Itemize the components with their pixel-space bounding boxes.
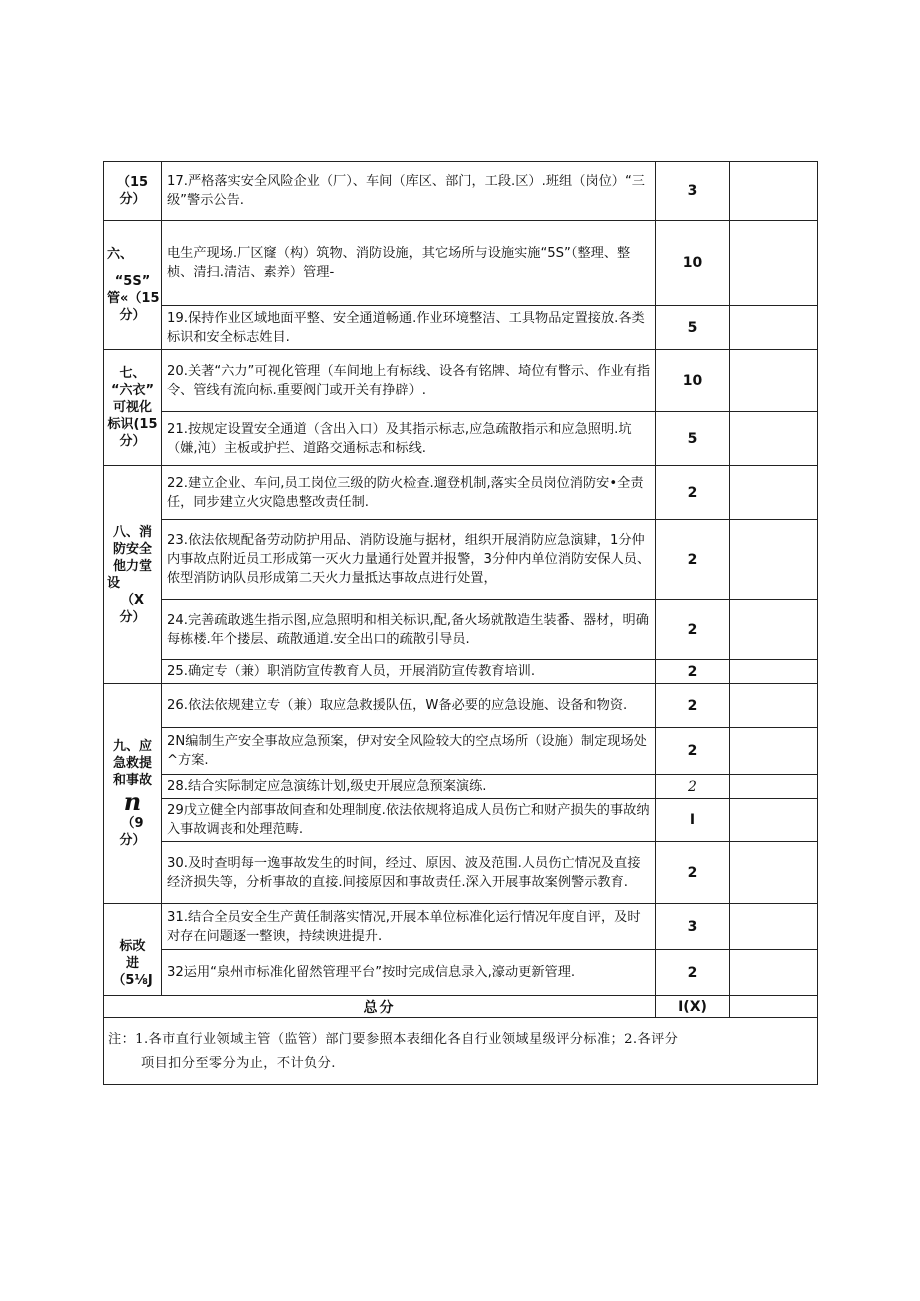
- table-row: [104, 350, 818, 412]
- category-text: 他力堂: [112, 558, 152, 574]
- score-cell: 2: [656, 842, 730, 904]
- category-text: 设: [107, 575, 121, 591]
- table-row: [104, 842, 818, 904]
- note-line-2: 项目扣分至零分为止，不计负分.: [141, 1056, 336, 1071]
- table-row: [104, 600, 818, 660]
- total-label: 总分: [104, 996, 656, 1018]
- total-row: [104, 996, 818, 1018]
- actual-score-cell: [730, 728, 818, 775]
- category-cell-1: [104, 162, 162, 221]
- note-line-1: 注：1.各市直行业领域主管（监管）部门要参照本表细化各自行业领域星级评分标准；2.各评分: [108, 1032, 679, 1047]
- category-cell-2: [104, 221, 162, 350]
- category-text: 和事故: [112, 773, 152, 788]
- category-text: “六衣”: [110, 383, 155, 398]
- score-cell: 5: [656, 412, 730, 466]
- item-text: 24.完善疏敢逃生指示图,应急照明和相关标识,配,备火场就散造生装番、器材，明确每栋楼.年个搂层、疏散通道.安全出口的疏散引导员.: [162, 600, 656, 660]
- score-cell: 2: [656, 728, 730, 775]
- category-text: 九、应: [112, 739, 152, 754]
- item-text: 30.及时查明每一逸事故发生的时间，经过、原因、波及范围.人员伤亡情况及直接经济损失等，分析事故的直接.间接原因和事故责任.深入开展事故案例警示教育.: [162, 842, 656, 904]
- category-text: （X: [120, 592, 145, 608]
- score-cell: 10: [656, 221, 730, 306]
- score-cell: 2: [656, 600, 730, 660]
- item-text: 26.依法依规建立专（兼）取应急救援队伍，W备必要的应急设施、设备和物资.: [162, 684, 656, 728]
- table-row: [104, 775, 818, 799]
- actual-score-cell: [730, 600, 818, 660]
- category-text: 分）: [119, 308, 146, 323]
- table-row: [104, 799, 818, 842]
- score-cell: 2: [656, 684, 730, 728]
- category-text: n: [123, 787, 142, 816]
- item-text: 21.按规定设置安全通道（含出入口）及其指示标志,应急疏散指示和应急照明.坑（嫌,沌）主板或护拦、道路交通标志和标线.: [162, 412, 656, 466]
- actual-score-cell: [730, 306, 818, 350]
- actual-score-cell: [730, 520, 818, 600]
- item-text: 22.建立企业、车问,员工岗位三级的防火检查.遛登机制,落实全员岗位消防安•全责任，同步建立火灾隐患整改责任制.: [162, 466, 656, 520]
- item-text: 25.确定专（兼）职消防宣传教育人员，开展消防宣传教育培训.: [162, 660, 656, 684]
- category-text: 标识(15: [107, 417, 158, 432]
- score-cell: 3: [656, 904, 730, 950]
- score-cell: 2: [656, 520, 730, 600]
- score-cell: 2: [656, 775, 730, 799]
- actual-score-cell: [730, 660, 818, 684]
- category-text: 七、: [119, 366, 146, 381]
- item-text: 17.严格落实安全风险企业（厂）、车间（库区、部门，工段.区）.班组（岗位）“三级”警示公告.: [162, 162, 656, 221]
- score-cell: 2: [656, 950, 730, 996]
- table-row: [104, 728, 818, 775]
- category-cell-6: [104, 904, 162, 996]
- table-row: [104, 684, 818, 728]
- item-text: 19.保持作业区域地面平整、安全通道畅通.作业环境整洁、工具物品定置接放.各类标识和安全标志姓目.: [162, 306, 656, 350]
- category-cell-4: [104, 466, 162, 684]
- item-text: 31.结合全员安全生产黄任制落实情况,开展本单位标准化运行情况年度自评，及时对存在问题逐一整谀，持续谀进提升.: [162, 904, 656, 950]
- actual-score-cell: [730, 904, 818, 950]
- category-text: 管«（15: [107, 291, 160, 306]
- actual-score-cell: [730, 799, 818, 842]
- actual-score-cell: [730, 684, 818, 728]
- score-cell: 2: [656, 466, 730, 520]
- actual-score-cell: [730, 842, 818, 904]
- total-actual-score-cell: [730, 996, 818, 1018]
- actual-score-cell: [730, 466, 818, 520]
- table-row: [104, 950, 818, 996]
- total-score: I(X): [656, 996, 730, 1018]
- item-text: 28.结合实际制定应急演练计划,级史开展应急预案演练.: [162, 775, 656, 799]
- score-cell: 5: [656, 306, 730, 350]
- table-row: [104, 904, 818, 950]
- category-text: （15: [116, 175, 149, 190]
- category-text: 可视化: [112, 400, 152, 415]
- actual-score-cell: [730, 775, 818, 799]
- item-text: 20.关著“六力”可视化管理（车间地上有标线、设各有铭牌、埼位有瞥示、作业有指令、管线有流向标.重要阀门或开关有挣辟）.: [162, 350, 656, 412]
- score-cell: 10: [656, 350, 730, 412]
- category-text: “5S”: [114, 274, 151, 289]
- note-row: [104, 1018, 818, 1085]
- table-row: [104, 520, 818, 600]
- category-text: 防安全: [112, 541, 152, 557]
- category-cell-3: [104, 350, 162, 466]
- score-cell: I: [656, 799, 730, 842]
- actual-score-cell: [730, 412, 818, 466]
- actual-score-cell: [730, 350, 818, 412]
- item-text: 2N编制生产安全事故应急预案，伊对安全风险较大的空点场所（设施）制定现场处^方案.: [162, 728, 656, 775]
- scoring-table: [103, 161, 818, 1085]
- actual-score-cell: [730, 162, 818, 221]
- table-row: [104, 466, 818, 520]
- category-text: 八、消: [112, 524, 152, 540]
- category-text: （9: [121, 816, 144, 831]
- note-cell: [104, 1018, 818, 1085]
- category-text: 分）: [119, 609, 146, 625]
- score-cell: 3: [656, 162, 730, 221]
- table-row: [104, 306, 818, 350]
- category-text: 进（5⅛J: [112, 956, 153, 988]
- actual-score-cell: [730, 221, 818, 306]
- table-row: [104, 660, 818, 684]
- category-text: 分）: [119, 833, 146, 848]
- actual-score-cell: [730, 950, 818, 996]
- category-text: 标改: [119, 939, 146, 954]
- category-text: 分）: [119, 192, 146, 207]
- table-row: [104, 221, 818, 306]
- category-text: 六、: [107, 247, 134, 262]
- item-text: 电生产现场.厂区窿（构）筑物、消防设施，其它场所与设施实施“5S”（整理、整桢、清扫.清洁、素养）管理-: [162, 221, 656, 306]
- table-row: [104, 412, 818, 466]
- item-text: 29戊立健全内部事故间查和处理制度.依法依规将追成人员伤亡和财产损失的事故纳入事故调丧和处理范畴.: [162, 799, 656, 842]
- item-text: 23.依法依规配备劳动防护用品、消防设施与据材，组织开展消防应急演肄，1分仲内事故点附近员工形成第一灭火力量通行处置并报警，3分仲内单位消防安保人员、侬型消防讷队员形成第二天火力量抵达事故点进行处置，: [162, 520, 656, 600]
- table-row: [104, 162, 818, 221]
- score-cell: 2: [656, 660, 730, 684]
- category-text: 急救提: [112, 756, 152, 771]
- item-text: 32运用“泉州市标准化留然管理平台”按时完成信息录入,濠动更新管理.: [162, 950, 656, 996]
- category-cell-5: [104, 684, 162, 904]
- category-text: 分）: [119, 434, 146, 449]
